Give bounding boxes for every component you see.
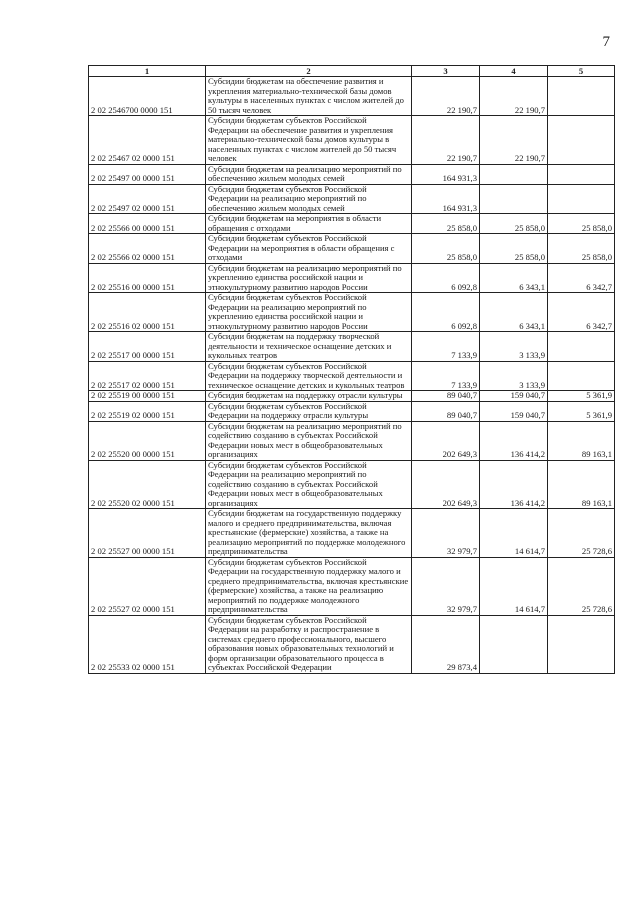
value-col5-cell: 25 858,0	[548, 214, 615, 234]
budget-code-cell: 2 02 25519 00 0000 151	[89, 391, 206, 402]
description-cell: Субсидии бюджетам на мероприятия в области обращения с отходами	[206, 214, 412, 234]
budget-code-cell: 2 02 25517 02 0000 151	[89, 361, 206, 391]
value-col3-cell: 22 190,7	[412, 116, 480, 165]
value-col3-cell: 6 092,8	[412, 293, 480, 332]
table-row	[89, 293, 615, 332]
value-col4-cell: 6 343,1	[480, 293, 548, 332]
value-col4-cell: 14 614,7	[480, 509, 548, 558]
budget-code-cell: 2 02 25533 02 0000 151	[89, 615, 206, 673]
description-cell: Субсидии бюджетам на реализацию мероприятий по содействию созданию в субъектах Российской Федерации новых мест в общеобразовательных организациях	[206, 421, 412, 460]
description-cell: Субсидии бюджетам субъектов Российской Федерации на государственную поддержку малого и среднего предпринимательства, включая крестьянские (фермерские) хозяйства, а также на реализацию мероприятий по поддержке молодежного предпринимательства	[206, 557, 412, 615]
budget-code-cell: 2 02 25520 02 0000 151	[89, 460, 206, 509]
value-col4-cell: 159 040,7	[480, 391, 548, 402]
value-col3-cell: 32 979,7	[412, 557, 480, 615]
value-col3-cell: 89 040,7	[412, 391, 480, 402]
budget-code-cell: 2 02 25520 00 0000 151	[89, 421, 206, 460]
value-col4-cell	[480, 615, 548, 673]
column-header-4: 4	[480, 66, 548, 77]
budget-table	[88, 65, 615, 674]
table-row	[89, 391, 615, 402]
table-row	[89, 234, 615, 264]
budget-code-cell: 2 02 25566 00 0000 151	[89, 214, 206, 234]
value-col5-cell: 25 728,6	[548, 509, 615, 558]
budget-code-cell: 2 02 25527 02 0000 151	[89, 557, 206, 615]
table-row	[89, 263, 615, 293]
value-col3-cell: 89 040,7	[412, 401, 480, 421]
description-cell: Субсидии бюджетам на поддержку творческой деятельности и техническое оснащение детских и кукольных театров	[206, 332, 412, 362]
value-col3-cell: 29 873,4	[412, 615, 480, 673]
budget-code-cell: 2 02 25497 00 0000 151	[89, 164, 206, 184]
table-row	[89, 214, 615, 234]
value-col4-cell: 3 133,9	[480, 332, 548, 362]
value-col5-cell	[548, 615, 615, 673]
column-header-5: 5	[548, 66, 615, 77]
value-col5-cell: 89 163,1	[548, 421, 615, 460]
value-col3-cell: 164 931,3	[412, 184, 480, 214]
value-col4-cell: 25 858,0	[480, 214, 548, 234]
value-col3-cell: 22 190,7	[412, 77, 480, 116]
description-cell: Субсидии бюджетам субъектов Российской Федерации на обеспечение развития и укрепления материально-технической базы домов культуры в населенных пунктах с числом жителей до 50 тысяч человек	[206, 116, 412, 165]
value-col3-cell: 202 649,3	[412, 460, 480, 509]
budget-code-cell: 2 02 25517 00 0000 151	[89, 332, 206, 362]
table-row	[89, 615, 615, 673]
table-row	[89, 401, 615, 421]
value-col4-cell: 14 614,7	[480, 557, 548, 615]
budget-code-cell: 2 02 25467 02 0000 151	[89, 116, 206, 165]
table-row	[89, 509, 615, 558]
value-col5-cell	[548, 77, 615, 116]
budget-code-cell: 2 02 25566 02 0000 151	[89, 234, 206, 264]
description-cell: Субсидии бюджетам на обеспечение развития и укрепления материально-технической базы домов культуры в населенных пунктах с числом жителей до 50 тысяч человек	[206, 77, 412, 116]
value-col5-cell	[548, 332, 615, 362]
description-cell: Субсидии бюджетам субъектов Российской Федерации на мероприятия в области обращения с отходами	[206, 234, 412, 264]
value-col4-cell: 22 190,7	[480, 116, 548, 165]
value-col3-cell: 25 858,0	[412, 234, 480, 264]
table-row	[89, 184, 615, 214]
description-cell: Субсидии бюджетам субъектов Российской Федерации на реализацию мероприятий по содействию созданию в субъектах Российской Федерации новых мест в общеобразовательных организациях	[206, 460, 412, 509]
value-col4-cell: 6 343,1	[480, 263, 548, 293]
table-header-row	[89, 66, 615, 77]
table-row	[89, 116, 615, 165]
description-cell: Субсидии бюджетам субъектов Российской Федерации на реализацию мероприятий по укреплению единства российской нации и этнокультурному развитию народов России	[206, 293, 412, 332]
description-cell: Субсидии бюджетам субъектов Российской Федерации на поддержку отрасли культуры	[206, 401, 412, 421]
value-col5-cell: 89 163,1	[548, 460, 615, 509]
budget-code-cell: 2 02 2546700 0000 151	[89, 77, 206, 116]
table-row	[89, 77, 615, 116]
value-col5-cell	[548, 164, 615, 184]
description-cell: Субсидия бюджетам на поддержку отрасли культуры	[206, 391, 412, 402]
column-header-3: 3	[412, 66, 480, 77]
value-col5-cell: 25 728,6	[548, 557, 615, 615]
value-col4-cell: 136 414,2	[480, 460, 548, 509]
table-row	[89, 361, 615, 391]
value-col5-cell: 6 342,7	[548, 263, 615, 293]
value-col3-cell: 6 092,8	[412, 263, 480, 293]
description-cell: Субсидии бюджетам на реализацию мероприятий по укреплению единства российской нации и этнокультурному развитию народов России	[206, 263, 412, 293]
value-col5-cell: 5 361,9	[548, 401, 615, 421]
value-col5-cell: 25 858,0	[548, 234, 615, 264]
table-row	[89, 421, 615, 460]
page-number: 7	[602, 34, 610, 50]
value-col3-cell: 7 133,9	[412, 361, 480, 391]
budget-code-cell: 2 02 25516 00 0000 151	[89, 263, 206, 293]
value-col4-cell	[480, 184, 548, 214]
description-cell: Субсидии бюджетам на государственную поддержку малого и среднего предпринимательства, включая крестьянские (фермерские) хозяйства, а также на реализацию мероприятий по поддержке молодежного предпринимательства	[206, 509, 412, 558]
value-col5-cell: 5 361,9	[548, 391, 615, 402]
value-col3-cell: 25 858,0	[412, 214, 480, 234]
value-col4-cell	[480, 164, 548, 184]
value-col4-cell: 136 414,2	[480, 421, 548, 460]
table-row	[89, 460, 615, 509]
table-row	[89, 332, 615, 362]
description-cell: Субсидии бюджетам субъектов Российской Федерации на разработку и распространение в системах среднего профессионального, высшего образования новых образовательных технологий и форм организации образовательного процесса в субъектах Российской Федерации	[206, 615, 412, 673]
value-col5-cell	[548, 361, 615, 391]
value-col3-cell: 7 133,9	[412, 332, 480, 362]
budget-code-cell: 2 02 25527 00 0000 151	[89, 509, 206, 558]
value-col5-cell: 6 342,7	[548, 293, 615, 332]
value-col4-cell: 25 858,0	[480, 234, 548, 264]
table-row	[89, 164, 615, 184]
value-col3-cell: 202 649,3	[412, 421, 480, 460]
description-cell: Субсидии бюджетам на реализацию мероприятий по обеспечению жильем молодых семей	[206, 164, 412, 184]
value-col4-cell: 22 190,7	[480, 77, 548, 116]
budget-code-cell: 2 02 25497 02 0000 151	[89, 184, 206, 214]
value-col5-cell	[548, 116, 615, 165]
value-col4-cell: 3 133,9	[480, 361, 548, 391]
value-col3-cell: 164 931,3	[412, 164, 480, 184]
value-col3-cell: 32 979,7	[412, 509, 480, 558]
budget-code-cell: 2 02 25519 02 0000 151	[89, 401, 206, 421]
table-row	[89, 557, 615, 615]
description-cell: Субсидии бюджетам субъектов Российской Федерации на реализацию мероприятий по обеспечению жильем молодых семей	[206, 184, 412, 214]
budget-code-cell: 2 02 25516 02 0000 151	[89, 293, 206, 332]
column-header-2: 2	[206, 66, 412, 77]
column-header-1: 1	[89, 66, 206, 77]
description-cell: Субсидии бюджетам субъектов Российской Федерации на поддержку творческой деятельности и техническое оснащение детских и кукольных театров	[206, 361, 412, 391]
value-col4-cell: 159 040,7	[480, 401, 548, 421]
value-col5-cell	[548, 184, 615, 214]
